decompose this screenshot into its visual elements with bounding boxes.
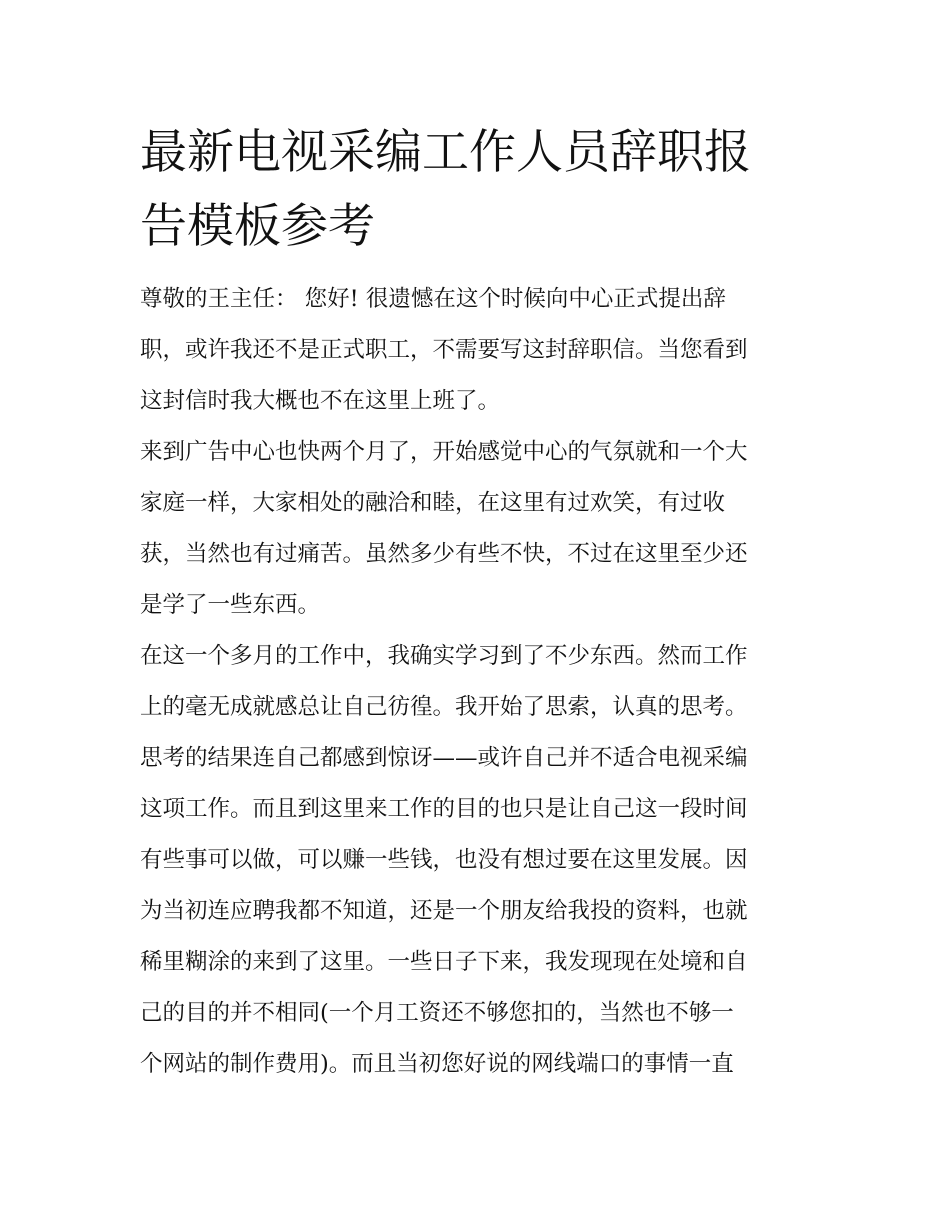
body-line: 是学了一些东西。 [140, 592, 321, 618]
document-body [140, 274, 830, 1090]
body-line: 家庭一样，大家相处的融洽和睦，在这里有过欢笑，有过收 [140, 490, 726, 516]
body-line: 来到广告中心也快两个月了，开始感觉中心的气氛就和一个大 [140, 439, 748, 465]
body-line: 这封信时我大概也不在这里上班了。 [140, 388, 501, 414]
body-line: 这项工作。而且到这里来工作的目的也只是让自己这一段时间 [140, 796, 748, 822]
body-line: 思考的结果连自己都感到惊讶——或许自己并不适合电视采编 [140, 745, 748, 771]
body-line: 稀里糊涂的来到了这里。一些日子下来，我发现现在处境和自 [140, 949, 748, 975]
body-line: 己的目的并不相同(一个月工资还不够您扣的，当然也不够一 [140, 1000, 734, 1026]
body-line: 为当初连应聘我都不知道，还是一个朋友给我投的资料，也就 [140, 898, 748, 924]
document-title [140, 116, 820, 264]
body-line: 在这一个多月的工作中，我确实学习到了不少东西。然而工作 [140, 643, 748, 669]
body-line: 有些事可以做，可以赚一些钱，也没有想过要在这里发展。因 [140, 847, 748, 873]
body-line: 尊敬的王主任： 您好! 很遗憾在这个时候向中心正式提出辞 [140, 286, 726, 312]
body-line: 上的毫无成就感总让自己彷徨。我开始了思索，认真的思考。 [140, 694, 748, 720]
title-line: 告模板参考 [140, 199, 375, 254]
title-line: 最新电视采编工作人员辞职报 [140, 125, 751, 180]
body-line: 个网站的制作费用)。而且当初您好说的网线端口的事情一直 [140, 1051, 734, 1077]
body-line: 获，当然也有过痛苦。虽然多少有些不快，不过在这里至少还 [140, 541, 748, 567]
body-line: 职，或许我还不是正式职工，不需要写这封辞职信。当您看到 [140, 337, 748, 363]
